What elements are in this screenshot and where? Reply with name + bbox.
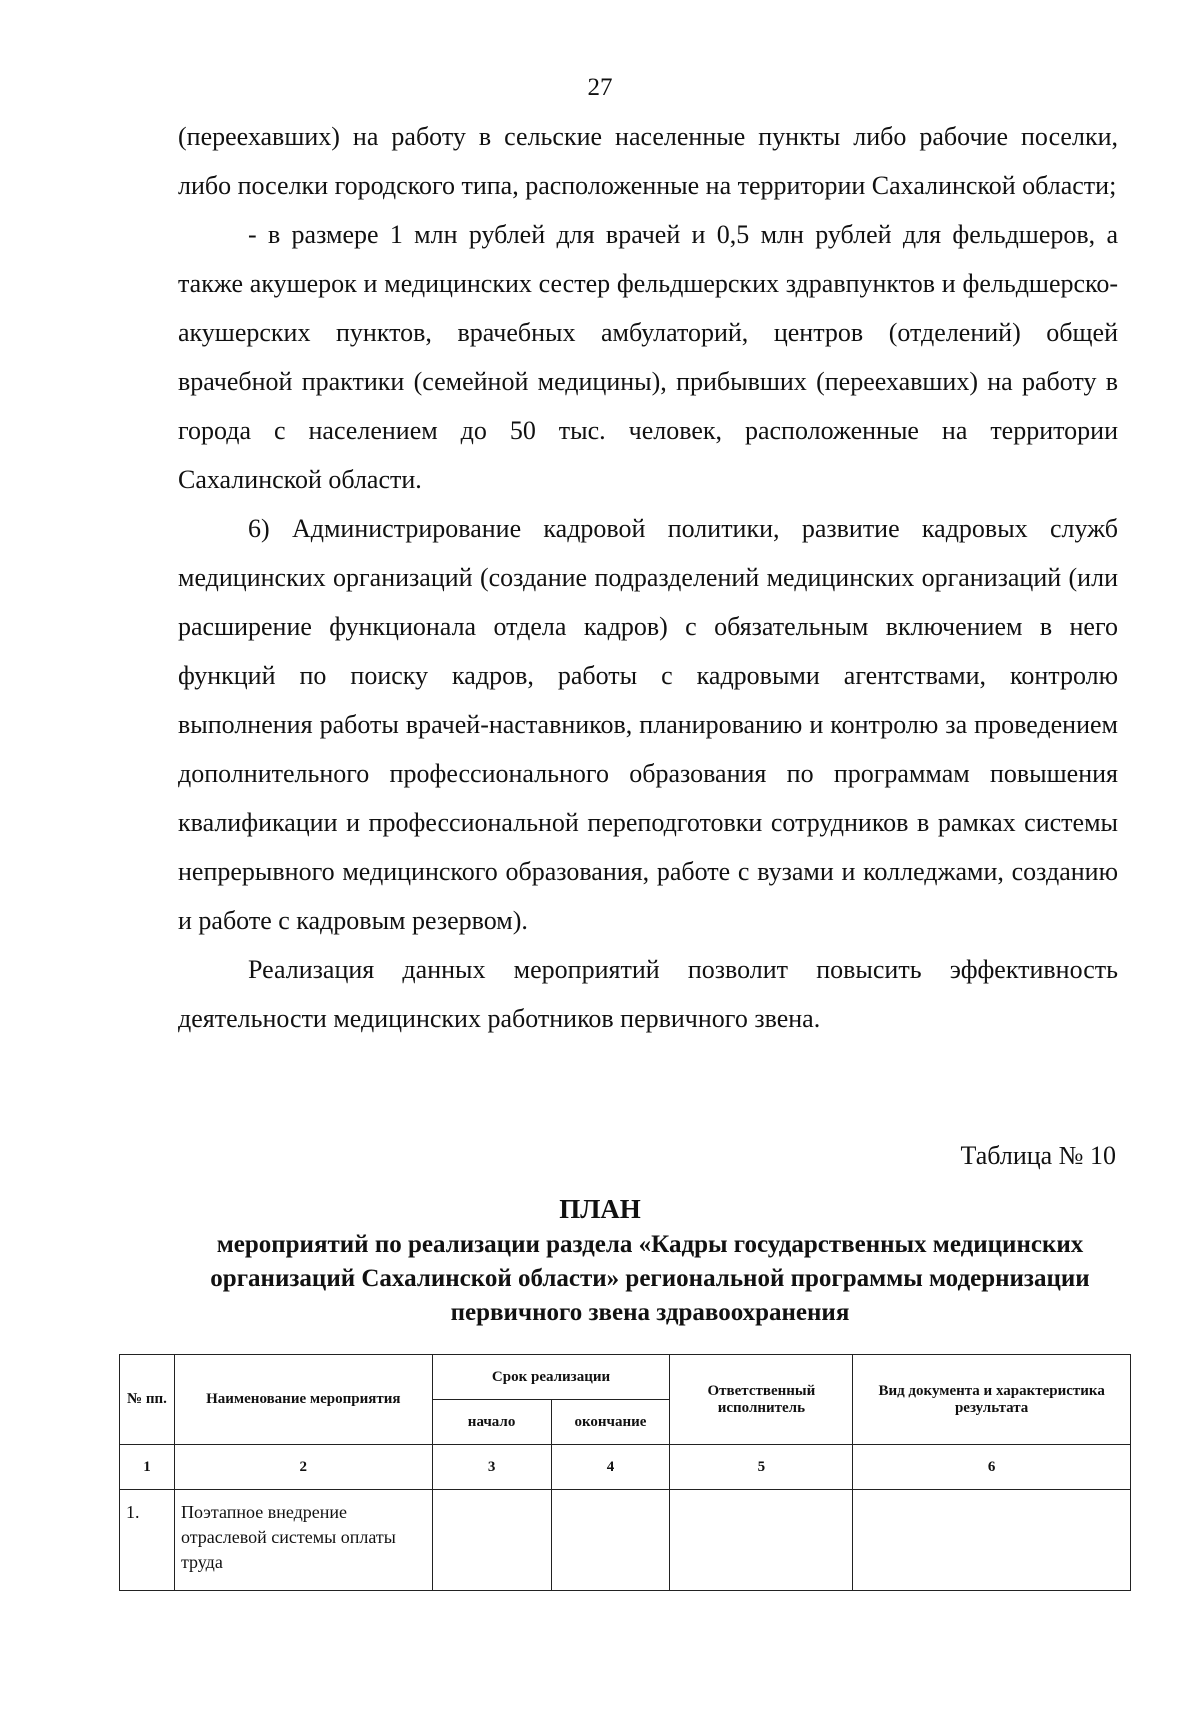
header-start: начало <box>432 1400 551 1445</box>
header-responsible: Ответственный исполнитель <box>670 1355 853 1445</box>
header-document: Вид документа и характеристика результата <box>853 1355 1131 1445</box>
column-number: 3 <box>432 1445 551 1490</box>
plan-title: ПЛАН <box>559 1194 641 1224</box>
paragraph: - в размере 1 млн рублей для врачей и 0,5 млн рублей для фельдшеров, а также акушерок и медицинских сестер фельдшерских здравпунктов и фельдшерско-акушерских пунктов, врачебных амбулаторий, центров (отделений) общей врачебной практики (семейной медицины), прибывших (переехавших) на работу в города с населением до 50 тыс. человек, расположенные на территории Сахалинской области. <box>178 220 1118 494</box>
header-end: окончание <box>551 1400 670 1445</box>
column-number: 5 <box>670 1445 853 1490</box>
column-number: 2 <box>174 1445 432 1490</box>
header-num: № пп. <box>120 1355 175 1445</box>
row-document <box>853 1490 1131 1591</box>
table-row <box>120 1490 1131 1591</box>
column-number: 4 <box>551 1445 670 1490</box>
column-number: 1 <box>120 1445 175 1490</box>
paragraph: Реализация данных мероприятий позволит повысить эффективность деятельности медицинских работников первичного звена. <box>178 955 1118 1033</box>
row-end <box>551 1490 670 1591</box>
plan-subtitle: мероприятий по реализации раздела «Кадры государственных медицинских организаций Сахалинской области» региональной программы модернизации первичного звена здравоохранения <box>210 1231 1090 1326</box>
plan-table <box>119 1354 1131 1591</box>
paragraph: (переехавших) на работу в сельские населенные пункты либо рабочие поселки, либо поселки городского типа, расположенные на территории Сахалинской области; <box>178 122 1118 200</box>
row-start <box>432 1490 551 1591</box>
body-text <box>178 112 1118 1043</box>
column-number: 6 <box>853 1445 1131 1490</box>
paragraph: 6) Администрирование кадровой политики, развитие кадровых служб медицинских организаций (создание подразделений медицинских организаций (или расширение функционала отдела кадров) с обязательным включением в него функций по поиску кадров, работы с кадровыми агентствами, контролю выполнения работы врачей-наставников, планированию и контролю за проведением дополнительного профессионального образования по программам повышения квалификации и профессиональной переподготовки сотрудников в рамках системы непрерывного медицинского образования, работе с вузами и колледжами, созданию и работе с кадровым резервом). <box>178 514 1118 935</box>
header-term: Срок реализации <box>432 1355 670 1400</box>
row-responsible <box>670 1490 853 1591</box>
table-label: Таблица № 10 <box>960 1141 1116 1170</box>
row-num: 1. <box>120 1490 175 1591</box>
page-number: 27 <box>587 74 613 101</box>
row-name: Поэтапное внедрение отраслевой системы оплаты труда <box>174 1490 432 1591</box>
header-name: Наименование мероприятия <box>174 1355 432 1445</box>
